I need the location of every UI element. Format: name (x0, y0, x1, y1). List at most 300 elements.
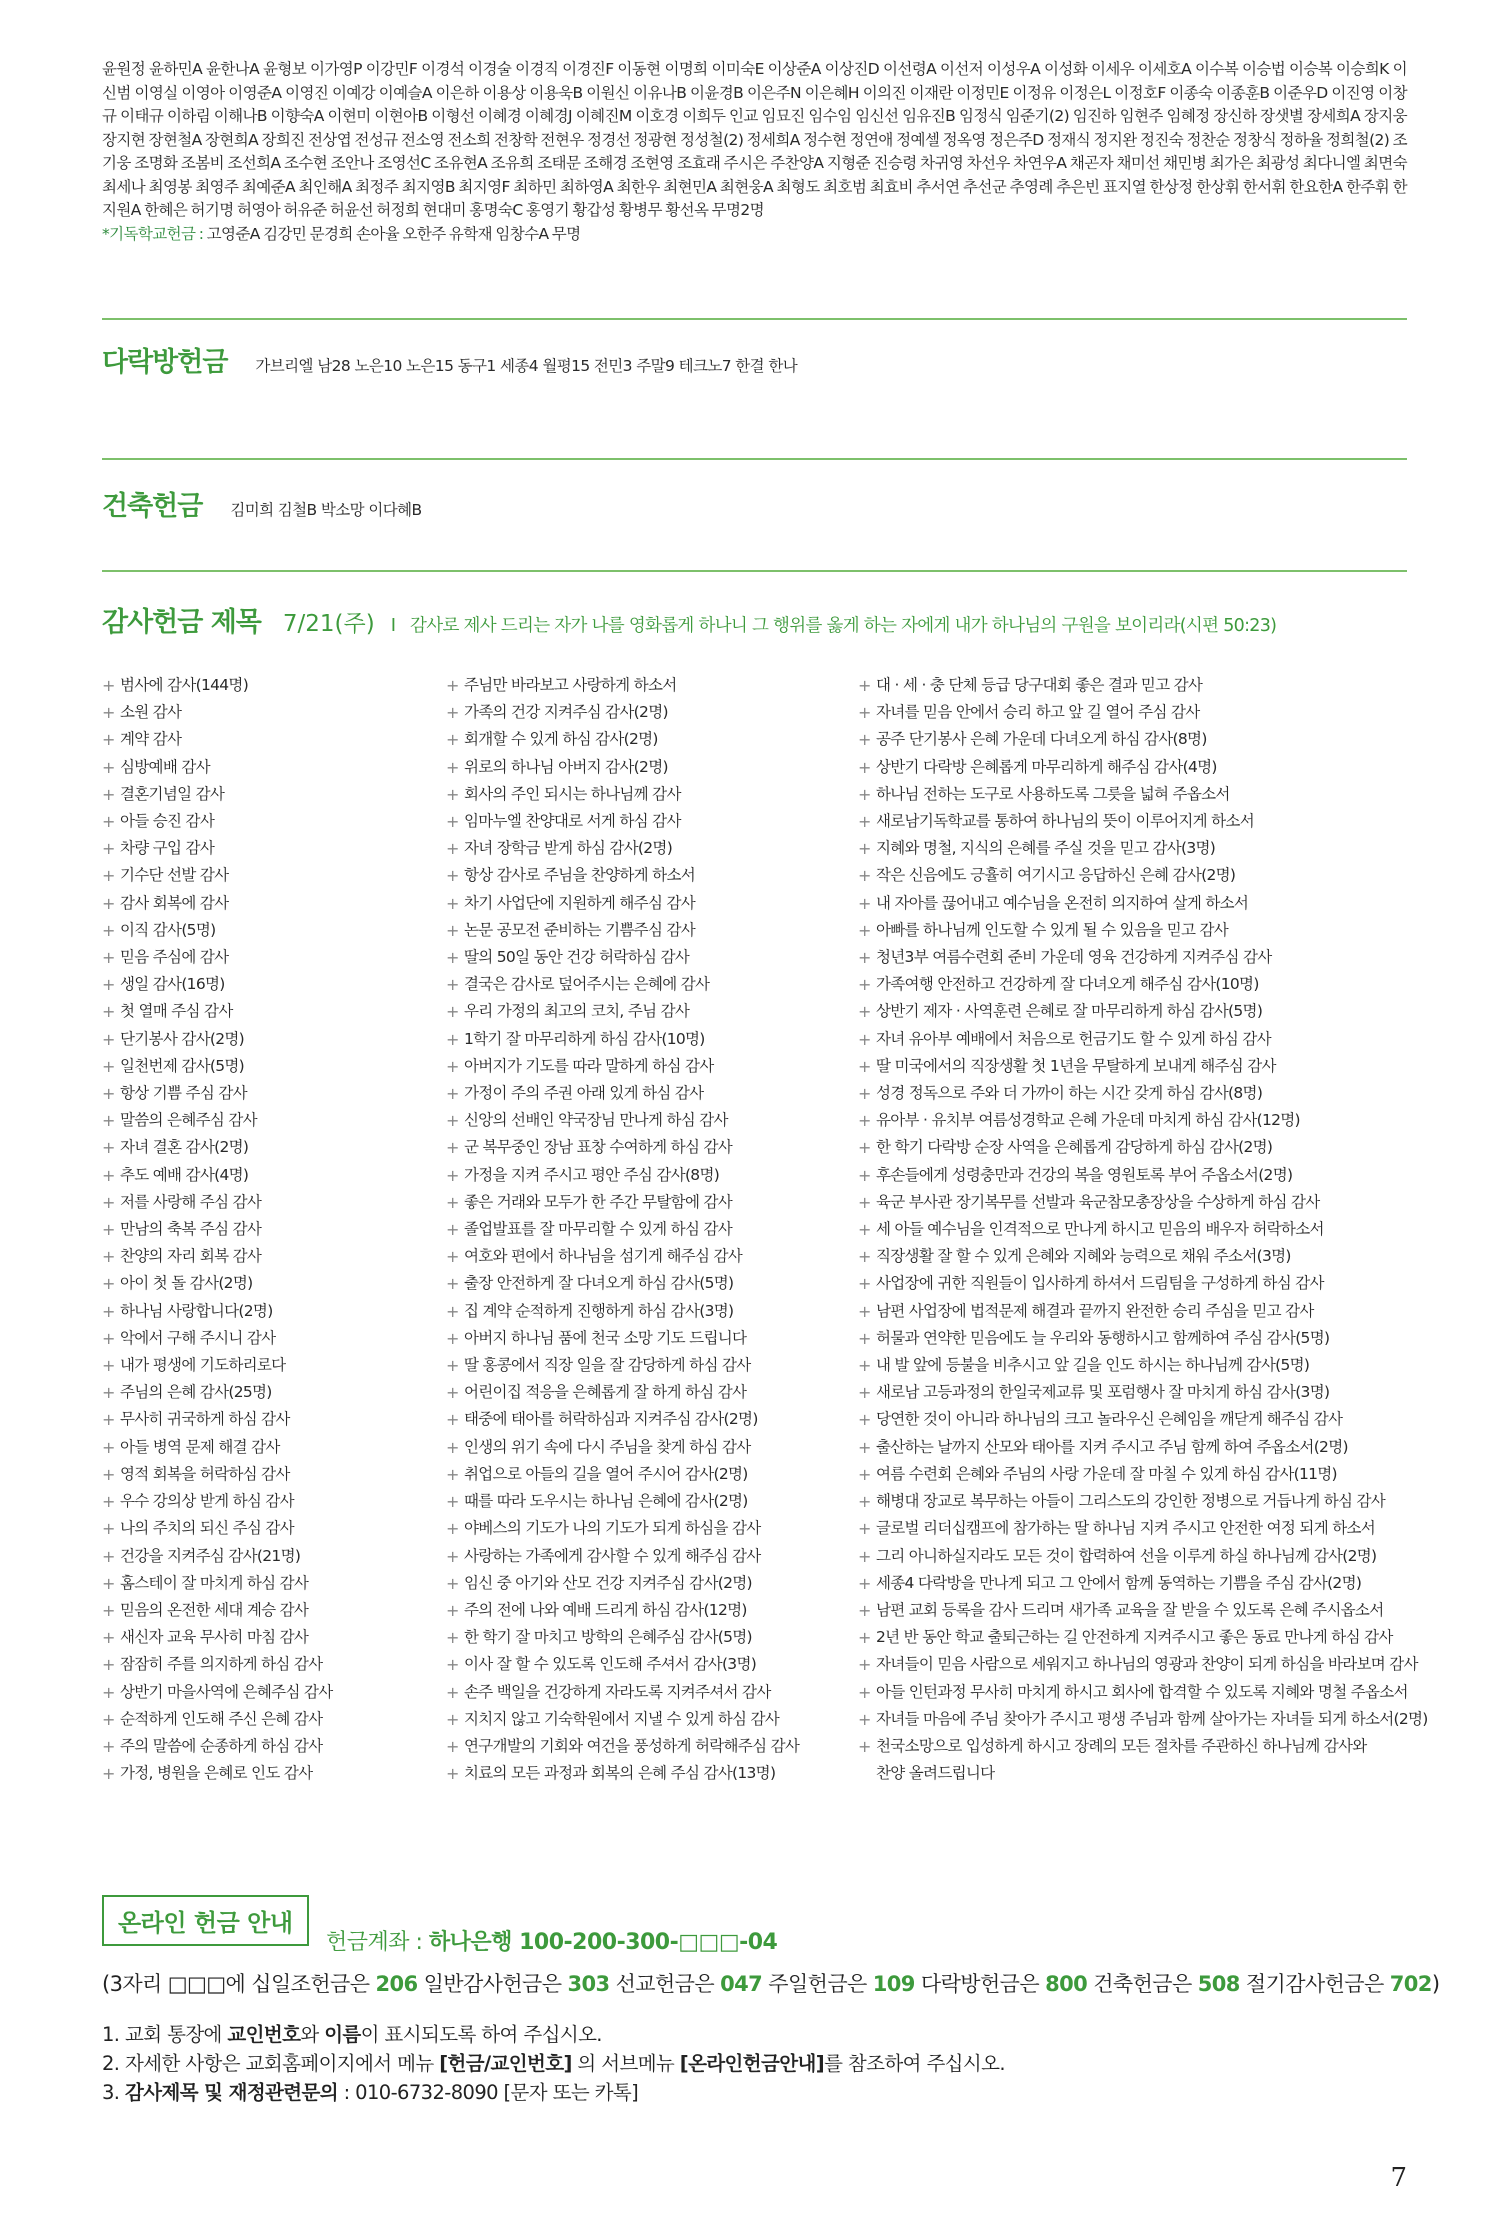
building-offering-title: 건축헌금 (102, 491, 203, 522)
page-number: 7 (1390, 2163, 1407, 2193)
darak-offering-title: 다락방헌금 (102, 347, 228, 378)
thanks-item (102, 862, 333, 889)
offering-codes-line (102, 1968, 1439, 1998)
thanks-item (102, 1570, 333, 1597)
thanks-item-text: 잠잠히 주를 의지하게 하심 감사 (120, 1655, 323, 1674)
thanks-item (858, 1379, 1428, 1406)
plus-icon: + (102, 1736, 115, 1756)
thanks-item (858, 1679, 1428, 1706)
thanks-item-text: 항상 감사로 주님을 찬양하게 하소서 (464, 866, 696, 885)
plus-icon: + (446, 1764, 459, 1784)
note-text: 3. (102, 2081, 126, 2104)
plus-icon: + (446, 1682, 459, 1702)
thanks-item (446, 1651, 799, 1678)
thanks-item-text: 인생의 위기 속에 다시 주님을 찾게 하심 감사 (464, 1437, 751, 1456)
thanks-item (102, 1134, 333, 1161)
plus-icon: + (858, 1492, 871, 1512)
thanks-item (446, 1243, 799, 1270)
thanks-item-text: 항상 기쁨 주심 감사 (120, 1084, 247, 1103)
thanks-item-text: 글로벌 리더십캠프에 참가하는 딸 하나님 지켜 주시고 안전한 여정 되게 하소서 (876, 1519, 1376, 1538)
thanks-item-text: 1학기 잘 마무리하게 하심 감사(10명) (464, 1029, 705, 1048)
thanks-item-text: 내 자아를 끊어내고 예수님을 온전히 의지하여 살게 하소서 (876, 893, 1249, 912)
thanks-item-text: 첫 열매 주심 감사 (120, 1002, 233, 1021)
thanks-item-text: 상반기 마을사역에 은혜주심 감사 (120, 1682, 333, 1701)
plus-icon: + (858, 839, 871, 859)
thanks-item-text: 아버지가 기도를 따라 말하게 하심 감사 (464, 1056, 714, 1075)
plus-icon: + (102, 1301, 115, 1321)
plus-icon: + (446, 1247, 459, 1267)
plus-icon: + (102, 1383, 115, 1403)
thanks-item-text: 세종4 다락방을 만나게 되고 그 안에서 함께 동역하는 기쁨을 주심 감사(2명) (876, 1573, 1362, 1592)
thanks-item (102, 1325, 333, 1352)
plus-icon: + (446, 1274, 459, 1294)
thanks-item-text: 주의 말씀에 순종하게 하심 감사 (120, 1736, 323, 1755)
thanks-item (102, 1026, 333, 1053)
plus-icon: + (858, 1682, 871, 1702)
plus-icon: + (446, 730, 459, 750)
plus-icon: + (102, 1356, 115, 1376)
offering-code-label: 선교헌금은 (615, 1972, 715, 1996)
thanks-item (446, 862, 799, 889)
offering-code-label: 건축헌금은 (1093, 1972, 1192, 1996)
thanks-offering-title: 감사헌금 제목 (102, 607, 261, 638)
codes-prefix: (3자리 □□□에 십일조헌금은 (102, 1972, 370, 1996)
thanks-item-text: 지치지 않고 기숙학원에서 지낼 수 있게 하심 감사 (464, 1709, 780, 1728)
thanks-item-text: 새로남 고등과정의 한일국제교류 및 포럼행사 잘 마치게 하심 감사(3명) (876, 1383, 1330, 1402)
thanks-item (102, 1733, 333, 1760)
thanks-item (858, 1434, 1428, 1461)
thanks-item (102, 1406, 333, 1433)
note-bold: 감사제목 및 재정관련문의 (125, 2081, 339, 2104)
thanks-item (858, 1134, 1428, 1161)
thanks-item (446, 1352, 799, 1379)
thanks-item-text: 가정이 주의 주권 아래 있게 하심 감사 (464, 1084, 704, 1103)
thanks-item-text: 딸의 50일 동안 건강 허락하심 감사 (464, 948, 690, 967)
plus-icon: + (102, 1029, 115, 1049)
thanks-item-text: 사랑하는 가족에게 감사할 수 있게 해주심 감사 (464, 1546, 761, 1565)
thanks-item (446, 1379, 799, 1406)
thanks-item (858, 1243, 1428, 1270)
thanks-item-text: 상반기 제자 · 사역훈련 은혜로 잘 마무리하게 하심 감사(5명) (876, 1002, 1263, 1021)
plus-icon: + (858, 1274, 871, 1294)
account-number: 하나은행 100-200-300-□□□-04 (428, 1930, 778, 1955)
thanks-item-text: 여호와 편에서 하나님을 섬기게 해주심 감사 (464, 1247, 743, 1266)
plus-icon: + (446, 1356, 459, 1376)
plus-icon: + (102, 703, 115, 723)
note-text: : 010-6732-8090 [문자 또는 카톡] (338, 2081, 639, 2104)
header-separator: I (390, 615, 397, 636)
thanks-item-text: 가정, 병원을 은혜로 인도 감사 (120, 1764, 313, 1783)
thanks-item-text: 아들 인턴과정 무사히 마치게 하시고 회사에 합격할 수 있도록 지혜와 명철 주옵소서 (876, 1682, 1408, 1701)
thanks-item (858, 1080, 1428, 1107)
plus-icon: + (102, 1002, 115, 1022)
account-info (326, 1925, 777, 1956)
plus-icon: + (102, 1138, 115, 1158)
plus-icon: + (102, 812, 115, 832)
thanks-item-text: 아들 승진 감사 (120, 812, 215, 831)
thanks-item (446, 1543, 799, 1570)
plus-icon: + (446, 1492, 459, 1512)
plus-icon: + (102, 920, 115, 940)
thanks-item-text: 이직 감사(5명) (120, 920, 216, 939)
thanks-item (102, 1679, 333, 1706)
offering-code: 800 (1045, 1972, 1088, 1996)
online-notes (102, 2020, 1005, 2107)
thanks-item (446, 1325, 799, 1352)
christian-school-offering-label: *기독학교헌금 : (102, 224, 204, 243)
thanks-column-3 (858, 672, 1428, 1787)
thanks-item (102, 1352, 333, 1379)
plus-icon: + (858, 866, 871, 886)
thanks-item-text: 자녀 결혼 감사(2명) (120, 1138, 249, 1157)
thanks-item (102, 1706, 333, 1733)
thanks-item (858, 998, 1428, 1025)
thanks-item-text: 만남의 축복 주심 감사 (120, 1220, 262, 1239)
thanks-item (446, 917, 799, 944)
thanks-item (102, 1080, 333, 1107)
plus-icon: + (446, 1519, 459, 1539)
thanks-item-text: 자녀 유아부 예배에서 처음으로 헌금기도 할 수 있게 하심 감사 (876, 1029, 1271, 1048)
offering-code-label: ) (1431, 1972, 1440, 1996)
thanks-item-text: 영적 회복을 허락하심 감사 (120, 1464, 290, 1483)
thanks-item-text: 하나님 전하는 도구로 사용하도록 그릇을 넓혀 주옵소서 (876, 784, 1230, 803)
plus-icon: + (102, 1247, 115, 1267)
thanks-item (446, 1080, 799, 1107)
thanks-item-text: 신앙의 선배인 약국장님 만나게 하심 감사 (464, 1111, 728, 1130)
thanks-item (446, 1298, 799, 1325)
thanks-item (858, 1216, 1428, 1243)
plus-icon: + (102, 730, 115, 750)
thanks-item-text: 그리 아니하실지라도 모든 것이 합력하여 선을 이루게 하실 하나님께 감사(2명) (876, 1546, 1377, 1565)
thanks-offering-date: 7/21(주) (282, 611, 375, 637)
plus-icon: + (858, 1301, 871, 1321)
thanks-item (446, 1461, 799, 1488)
thanks-item-text: 허물과 연약한 믿음에도 늘 우리와 동행하시고 함께하여 주심 감사(5명) (876, 1328, 1330, 1347)
note-text: 2. 자세한 사항은 교회홈페이지에서 메뉴 (102, 2052, 440, 2075)
thanks-item-text: 믿음의 온전한 세대 계승 감사 (120, 1600, 309, 1619)
thanks-item (858, 672, 1428, 699)
thanks-item (446, 1162, 799, 1189)
thanks-item (858, 1515, 1428, 1542)
note-text: 의 서브메뉴 (571, 2052, 680, 2075)
plus-icon: + (102, 1192, 115, 1212)
note-bold: 교인번호 (227, 2023, 301, 2046)
plus-icon: + (446, 1165, 459, 1185)
thanks-item-continuation: 찬양 올려드립니다 (876, 1764, 995, 1783)
plus-icon: + (858, 1220, 871, 1240)
thanks-item-text: 자녀 장학금 받게 하심 감사(2명) (464, 839, 673, 858)
plus-icon: + (446, 1709, 459, 1729)
thanks-item (858, 781, 1428, 808)
online-offering-box: 온라인 헌금 안내 (102, 1895, 309, 1946)
thanks-item-text: 가족의 건강 지켜주심 감사(2명) (464, 703, 668, 722)
plus-icon: + (446, 866, 459, 886)
thanks-item-text: 손주 백일을 건강하게 자라도록 지켜주셔서 감사 (464, 1682, 771, 1701)
plus-icon: + (858, 893, 871, 913)
thanks-item-text: 기수단 선발 감사 (120, 866, 229, 885)
plus-icon: + (102, 1274, 115, 1294)
thanks-item-text: 야베스의 기도가 나의 기도가 되게 하심을 감사 (464, 1519, 761, 1538)
plus-icon: + (102, 1546, 115, 1566)
thanks-item-text: 남편 교회 등록을 감사 드리며 새가족 교육을 잘 받을 수 있도록 은혜 주시옵소서 (876, 1600, 1384, 1619)
thanks-item (102, 1053, 333, 1080)
note-text: 와 (300, 2023, 325, 2046)
thanks-item-text: 소원 감사 (120, 703, 182, 722)
thanks-item-text: 출장 안전하게 잘 다녀오게 하심 감사(5명) (464, 1274, 734, 1293)
plus-icon: + (858, 1437, 871, 1457)
thanks-item (858, 1352, 1428, 1379)
thanks-item-text: 임신 중 아기와 산모 건강 지켜주심 감사(2명) (464, 1573, 752, 1592)
thanks-item-text: 결혼기념일 감사 (120, 784, 225, 803)
thanks-item (102, 1189, 333, 1216)
thanks-item-text: 해병대 장교로 복무하는 아들이 그리스도의 강인한 정병으로 거듭나게 하심 감사 (876, 1492, 1386, 1511)
plus-icon: + (446, 1328, 459, 1348)
thanks-item-text: 아버지 하나님 품에 천국 소망 기도 드립니다 (464, 1328, 747, 1347)
plus-icon: + (102, 1600, 115, 1620)
thanks-item-text: 임마누엘 찬양대로 서게 하심 감사 (464, 812, 681, 831)
thanks-item (446, 1760, 799, 1787)
plus-icon: + (446, 1410, 459, 1430)
divider-line (102, 458, 1407, 460)
thanks-item-text: 직장생활 잘 할 수 있게 은혜와 지혜와 능력으로 채워 주소서(3명) (876, 1247, 1291, 1266)
thanks-item (102, 998, 333, 1025)
plus-icon: + (858, 784, 871, 804)
thanks-item-text: 우리 가정의 최고의 코치, 주님 감사 (464, 1002, 690, 1021)
thanks-item-text: 딸 홍콩에서 직장 일을 잘 감당하게 하심 감사 (464, 1356, 751, 1375)
plus-icon: + (102, 1165, 115, 1185)
thanks-item (446, 1624, 799, 1651)
plus-icon: + (858, 1519, 871, 1539)
thanks-item-text: 취업으로 아들의 길을 열어 주시어 감사(2명) (464, 1464, 748, 1483)
plus-icon: + (858, 676, 871, 695)
darak-offering-body: 가브리엘 남28 노은10 노은15 동구1 세종4 월평15 전민3 주말9 테크노7 한결 한나 (255, 357, 798, 375)
account-label: 헌금계좌 : (326, 1930, 429, 1955)
plus-icon: + (858, 1383, 871, 1403)
plus-icon: + (102, 1056, 115, 1076)
plus-icon: + (446, 1655, 459, 1675)
plus-icon: + (446, 757, 459, 777)
plus-icon: + (858, 1628, 871, 1648)
thanks-item-text: 여름 수련회 은혜와 주님의 사랑 가운데 잘 마칠 수 있게 하심 감사(11명) (876, 1464, 1337, 1483)
thanks-item (446, 754, 799, 781)
thanks-item (446, 781, 799, 808)
thanks-item (858, 1461, 1428, 1488)
thanks-item (102, 1216, 333, 1243)
thanks-item-text: 무사히 귀국하게 하심 감사 (120, 1410, 290, 1429)
thanks-item-text: 우수 강의상 받게 하심 감사 (120, 1492, 294, 1511)
plus-icon: + (858, 1328, 871, 1348)
thanks-item (858, 1162, 1428, 1189)
plus-icon: + (446, 975, 459, 995)
thanks-item (102, 890, 333, 917)
thanks-item (858, 726, 1428, 753)
thanks-item (446, 1406, 799, 1433)
note-bold: [온라인헌금안내] (679, 2052, 825, 2075)
thanks-item-text: 자녀들이 믿음 사람으로 세워지고 하나님의 영광과 찬양이 되게 하심을 바라보며 감사 (876, 1655, 1418, 1674)
thanks-item (446, 944, 799, 971)
thanks-item (858, 1733, 1428, 1787)
thanks-item-text: 육군 부사관 장기복무를 선발과 육군참모총장상을 수상하게 하심 감사 (876, 1192, 1320, 1211)
thanks-item (858, 808, 1428, 835)
thanks-item (858, 1053, 1428, 1080)
plus-icon: + (858, 1736, 871, 1756)
thanks-item (858, 944, 1428, 971)
thanks-item-text: 이사 잘 할 수 있도록 인도해 주셔서 감사(3명) (464, 1655, 757, 1674)
offering-code-label: 절기감사헌금은 (1245, 1972, 1384, 1996)
plus-icon: + (102, 1628, 115, 1648)
darak-offering-section (102, 340, 797, 379)
plus-icon: + (446, 1546, 459, 1566)
plus-icon: + (858, 1546, 871, 1566)
thanks-item-text: 내가 평생에 기도하리로다 (120, 1356, 286, 1375)
plus-icon: + (446, 1437, 459, 1457)
thanks-item-text: 새신자 교육 무사히 마침 감사 (120, 1628, 309, 1647)
plus-icon: + (446, 1220, 459, 1240)
thanks-item-text: 믿음 주심에 감사 (120, 948, 229, 967)
plus-icon: + (858, 1247, 871, 1267)
thanks-item (102, 1298, 333, 1325)
thanks-item (858, 1406, 1428, 1433)
thanks-item (102, 1379, 333, 1406)
thanks-item (102, 1624, 333, 1651)
plus-icon: + (858, 1002, 871, 1022)
thanks-item-text: 위로의 하나님 아버지 감사(2명) (464, 757, 668, 776)
thanks-item (858, 1107, 1428, 1134)
thanks-item (446, 1189, 799, 1216)
thanks-item (858, 862, 1428, 889)
plus-icon: + (446, 1464, 459, 1484)
plus-icon: + (446, 1138, 459, 1158)
thanks-item (446, 971, 799, 998)
plus-icon: + (446, 839, 459, 859)
thanks-item (446, 1679, 799, 1706)
plus-icon: + (858, 812, 871, 832)
thanks-item (446, 726, 799, 753)
thanks-item (446, 1026, 799, 1053)
thanks-item-text: 졸업발표를 잘 마무리할 수 있게 하심 감사 (464, 1220, 733, 1239)
plus-icon: + (446, 1111, 459, 1131)
thanks-item-text: 사업장에 귀한 직원들이 입사하게 하셔서 드림팀을 구성하게 하심 감사 (876, 1274, 1324, 1293)
thanks-item-text: 세 아들 예수님을 인격적으로 만나게 하시고 믿음의 배우자 허락하소서 (876, 1220, 1324, 1239)
plus-icon: + (102, 1111, 115, 1131)
bible-verse: 감사로 제사 드리는 자가 나를 영화롭게 하나니 그 행위를 옳게 하는 자에게 내가 하나님의 구원을 보이리라(시편 50:23) (410, 616, 1277, 636)
plus-icon: + (102, 1084, 115, 1104)
thanks-item-text: 추도 예배 감사(4명) (120, 1165, 249, 1184)
thanks-item (446, 672, 799, 699)
thanks-item (102, 835, 333, 862)
plus-icon: + (446, 676, 459, 695)
thanks-item-text: 범사에 감사(144명) (120, 676, 249, 694)
thanks-item-text: 일천번제 감사(5명) (120, 1056, 244, 1075)
plus-icon: + (102, 1682, 115, 1702)
plus-icon: + (102, 839, 115, 859)
thanks-item (102, 971, 333, 998)
thanks-item-text: 차량 구입 감사 (120, 839, 215, 858)
plus-icon: + (446, 703, 459, 723)
plus-icon: + (102, 1328, 115, 1348)
thanks-item (446, 1053, 799, 1080)
thanks-item-text: 가정을 지켜 주시고 평안 주심 감사(8명) (464, 1165, 720, 1184)
thanks-item-text: 2년 반 동안 학교 출퇴근하는 길 안전하게 지켜주시고 좋은 동료 만나게 하심 감사 (876, 1628, 1393, 1647)
thanks-item-text: 순적하게 인도해 주신 은혜 감사 (120, 1709, 323, 1728)
plus-icon: + (446, 1002, 459, 1022)
thanks-item-text: 군 복무중인 장남 표창 수여하게 하심 감사 (464, 1138, 733, 1157)
thanks-item-text: 말씀의 은혜주심 감사 (120, 1111, 257, 1130)
thanks-item-text: 남편 사업장에 법적문제 해결과 끝까지 완전한 승리 주심을 믿고 감사 (876, 1301, 1314, 1320)
thanks-item (102, 1515, 333, 1542)
thanks-item (858, 754, 1428, 781)
note-3 (102, 2078, 1005, 2107)
thanks-item-text: 가족여행 안전하고 건강하게 잘 다녀오게 해주심 감사(10명) (876, 975, 1259, 994)
thanks-item (102, 1597, 333, 1624)
plus-icon: + (102, 1764, 115, 1784)
plus-icon: + (446, 893, 459, 913)
thanks-item-text: 유아부 · 유치부 여름성경학교 은혜 가운데 마치게 하심 감사(12명) (876, 1111, 1300, 1130)
thanks-item-text: 감사 회복에 감사 (120, 893, 229, 912)
thanks-item (858, 971, 1428, 998)
thanks-item-text: 내 발 앞에 등불을 비추시고 앞 길을 인도 하시는 하나님께 감사(5명) (876, 1356, 1310, 1375)
plus-icon: + (102, 866, 115, 886)
thanks-item-text: 회사의 주인 되시는 하나님께 감사 (464, 784, 681, 803)
thanks-item-text: 단기봉사 감사(2명) (120, 1029, 244, 1048)
donor-names-block (102, 58, 1407, 246)
plus-icon: + (858, 920, 871, 940)
thanks-offering-header (102, 600, 1276, 639)
offering-code: 303 (567, 1972, 610, 1996)
thanks-item (446, 890, 799, 917)
thanks-item-text: 회개할 수 있게 하심 감사(2명) (464, 730, 658, 749)
offering-code-label: 다락방헌금은 (920, 1972, 1040, 1996)
thanks-item (446, 808, 799, 835)
thanks-item (102, 699, 333, 726)
christian-school-offering-line (102, 223, 1407, 247)
plus-icon: + (102, 893, 115, 913)
plus-icon: + (858, 975, 871, 995)
thanks-item (102, 1760, 333, 1787)
plus-icon: + (446, 1192, 459, 1212)
thanks-item (446, 835, 799, 862)
plus-icon: + (858, 757, 871, 777)
thanks-item (858, 1488, 1428, 1515)
plus-icon: + (858, 703, 871, 723)
thanks-item (446, 1597, 799, 1624)
thanks-item-text: 공주 단기봉사 은혜 가운데 다녀오게 하심 감사(8명) (876, 730, 1207, 749)
thanks-item (858, 1651, 1428, 1678)
thanks-item-text: 건강을 지켜주심 감사(21명) (120, 1546, 301, 1565)
thanks-column-1 (102, 672, 333, 1787)
plus-icon: + (102, 676, 115, 695)
note-2 (102, 2049, 1005, 2078)
thanks-item (858, 1570, 1428, 1597)
plus-icon: + (102, 948, 115, 968)
thanks-item (858, 1026, 1428, 1053)
thanks-item-text: 계약 감사 (120, 730, 182, 749)
thanks-item (858, 1270, 1428, 1297)
thanks-item (102, 1543, 333, 1570)
plus-icon: + (858, 1573, 871, 1593)
thanks-item-text: 아들 병역 문제 해결 감사 (120, 1437, 280, 1456)
thanks-item (858, 1298, 1428, 1325)
thanks-item-text: 자녀들 마음에 주님 찾아가 주시고 평생 주님과 함께 살아가는 자녀들 되게 하소서(2명) (876, 1709, 1428, 1728)
thanks-item-text: 저를 사랑해 주심 감사 (120, 1192, 262, 1211)
thanks-item (102, 1107, 333, 1134)
thanks-column-2 (446, 672, 799, 1787)
divider-line (102, 570, 1407, 572)
thanks-item-text: 연구개발의 기회와 여건을 풍성하게 허락해주심 감사 (464, 1736, 800, 1755)
thanks-item (102, 1162, 333, 1189)
plus-icon: + (102, 1519, 115, 1539)
thanks-item (446, 1733, 799, 1760)
